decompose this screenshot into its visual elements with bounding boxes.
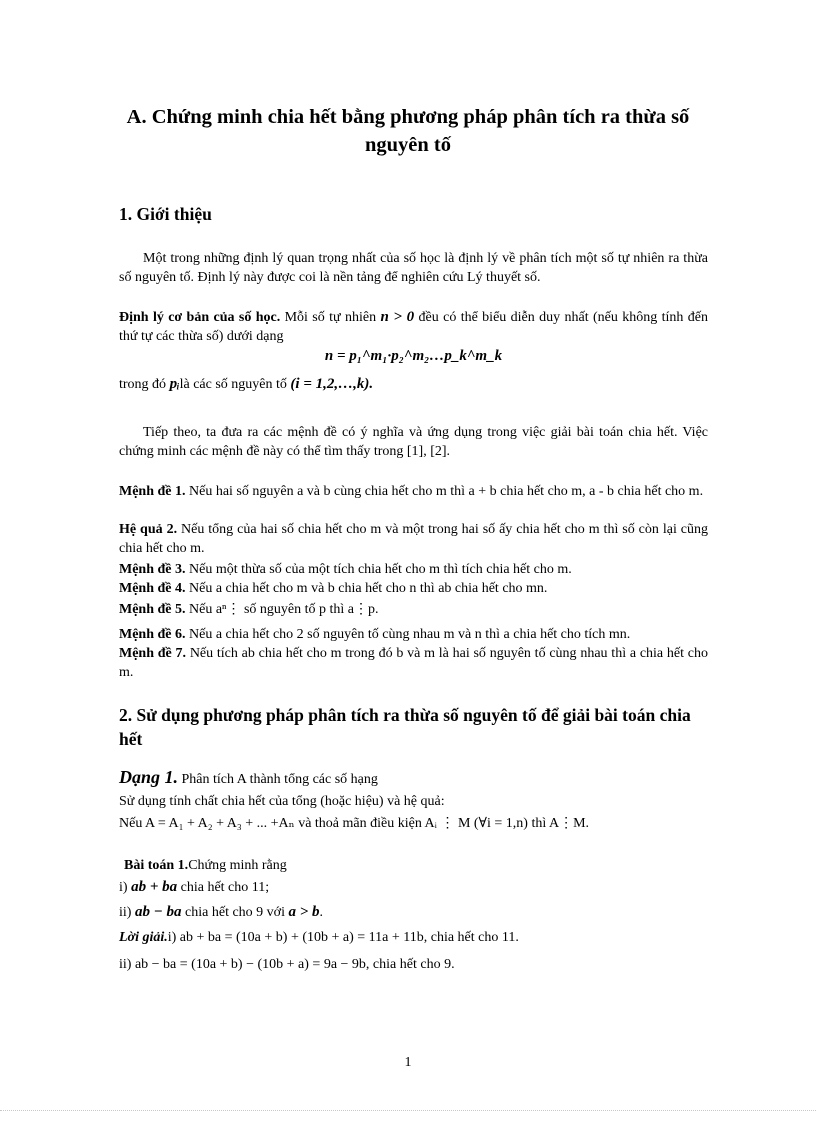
proposition-text: Nếu một thừa số của một tích chia hết cho m thì tích chia hết cho m. — [185, 562, 572, 577]
item-i-text: chia hết cho 11; — [177, 880, 270, 895]
item-prefix: i) — [119, 880, 132, 895]
proposition-text: Nếu a chia hết cho 2 số nguyên tố cùng nhau m và n thì a chia hết cho tích mn. — [185, 627, 631, 642]
item-ii-text: chia hết cho 9 với — [181, 905, 289, 920]
proposition-label: Mệnh đề 1. — [119, 484, 186, 499]
proposition-label: Hệ quả 2. — [119, 522, 178, 537]
item-prefix: ii) — [119, 905, 135, 920]
theorem-text-a: Mỗi số tự nhiên — [280, 310, 381, 325]
proposition-text: Nếu hai số nguyên a và b cùng chia hết cho m thì a + b chia hết cho m, a - b chia hết cho m. — [185, 484, 704, 499]
proposition-label: Mệnh đề 4. — [119, 581, 186, 596]
where-text-b: là các số nguyên tố — [179, 377, 291, 392]
section-2-heading: 2. Sử dụng phương pháp phân tích ra thừa số nguyên tố để giải bài toán chia hết — [119, 705, 691, 749]
proposition-text: Nếu tích ab chia hết cho m trong đó b và m là hai số nguyên tố cùng nhau thì a chia hết cho m. — [119, 646, 709, 680]
theorem-formula-line — [119, 347, 708, 366]
theorem-condition: n > 0 — [380, 309, 415, 325]
section-1-heading: 1. Giới thiệu — [119, 204, 212, 224]
solution-ii-line: ii) ab − ba = (10a + b) − (10b + a) = 9a − 9b, chia hết cho 9. — [119, 957, 455, 972]
proposition-5 — [119, 600, 708, 619]
proposition-label: Mệnh đề 6. — [119, 627, 186, 642]
factorization-formula: n = p₁^m₁·p₂^m₂…p_k^m_k — [324, 348, 503, 364]
theorem-text-b: đều có thể biểu diễn duy nhất (nếu không tính đến thứ tự các thừa số) dưới dạng — [119, 310, 709, 344]
where-range: (i = 1,2,…,k). — [290, 376, 374, 392]
proposition-4 — [119, 579, 708, 598]
intro-paragraph: Một trong những định lý quan trọng nhất của số học là định lý về phân tích một số tự nhiên ra thừa số nguyên tố. Định lý này được coi là nền tảng để nghiên cứu Lý thuyết số. — [119, 251, 708, 285]
problem-item-i — [119, 878, 708, 897]
where-line — [119, 375, 708, 394]
item-ii-expression: ab − ba — [134, 904, 182, 920]
proposition-7 — [119, 644, 708, 682]
solution-label: Lời giải. — [119, 930, 168, 945]
problem-item-ii: ii) ab − ba chia hết cho 9 với a > b. — [119, 904, 324, 920]
item-i-expression: ab + ba — [131, 879, 178, 895]
problem-text: Chứng minh rằng — [188, 858, 287, 873]
rule-line: Nếu A = A₁ + A₂ + A₃ + ... +Aₙ và thoả mãn điều kiện Aᵢ ⋮ M (∀i = 1,n) thì A⋮M. — [119, 816, 590, 831]
page-break-divider — [0, 1110, 816, 1111]
proposition-text: Nếu aⁿ⋮ số nguyên tố p thì a⋮p. — [185, 602, 379, 617]
theorem-label: Định lý cơ bản của số học. — [119, 310, 281, 325]
problem-title: Bài toán 1. — [124, 858, 189, 873]
solution-i-line — [119, 928, 708, 947]
next-paragraph: Tiếp theo, ta đưa ra các mệnh đề có ý nghĩa và ứng dụng trong việc giải bài toán chia hết. Việc chứng minh các mệnh đề này có thể tìm thấy trong [1], [2]. — [119, 425, 708, 459]
item-ii-condition: a > b — [288, 904, 320, 920]
proposition-text: Nếu a chia hết cho m và b chia hết cho n thì ab chia hết cho mn. — [185, 581, 548, 596]
dang-text: Phân tích A thành tổng các số hạng — [178, 772, 378, 787]
where-text-a: trong đó — [119, 377, 170, 392]
solution-i: i) ab + ba = (10a + b) + (10b + a) = 11a + 11b, chia hết cho 11. — [167, 930, 519, 945]
problem-1-line — [124, 856, 713, 875]
corollary-2 — [119, 520, 708, 558]
proposition-6 — [119, 625, 708, 644]
dang-label: Dạng 1. — [119, 767, 179, 787]
usage-line: Sử dụng tính chất chia hết của tổng (hoặc hiệu) và hệ quả: — [119, 794, 445, 809]
where-pi: pᵢ — [169, 376, 180, 392]
proposition-label: Mệnh đề 3. — [119, 562, 186, 577]
proposition-label: Mệnh đề 5. — [119, 602, 186, 617]
proposition-label: Mệnh đề 7. — [119, 646, 187, 661]
page-number: 1 — [404, 1055, 412, 1070]
dang-1-line — [119, 768, 708, 789]
proposition-3 — [119, 560, 708, 579]
proposition-1 — [119, 482, 708, 501]
proposition-text: Nếu tổng của hai số chia hết cho m và một trong hai số ấy chia hết cho m thì số còn lại cũng chia hết cho m. — [119, 522, 708, 556]
theorem-paragraph — [119, 308, 708, 346]
page-title: A. Chứng minh chia hết bằng phương pháp phân tích ra thừa số nguyên tố — [126, 106, 690, 156]
